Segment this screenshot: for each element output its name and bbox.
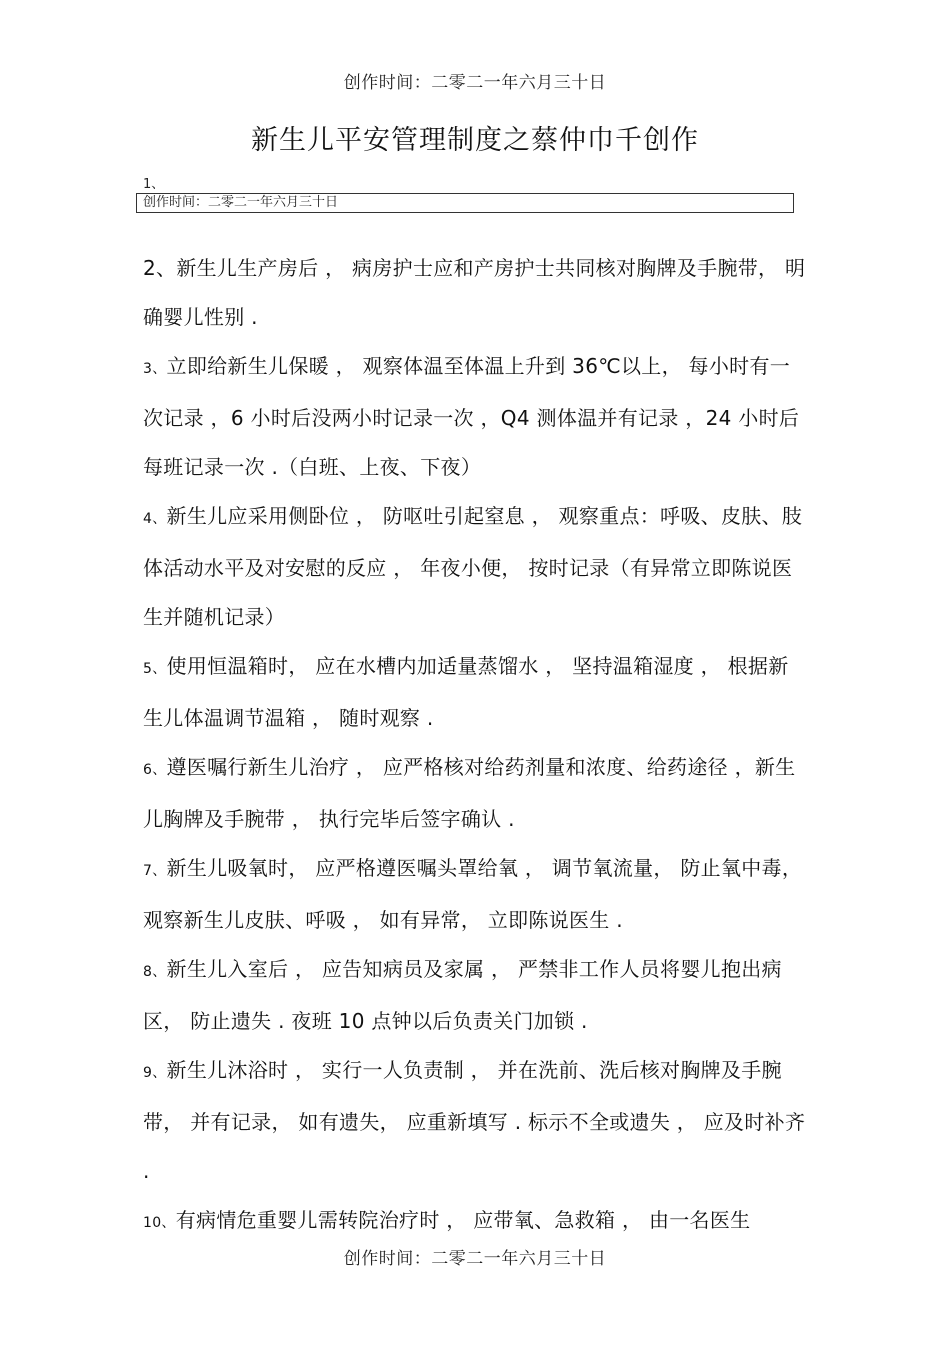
- item-text: 遵医嘱行新生儿治疗 ， 应严格核对给药剂量和浓度、给药途径 ，新生儿胸牌及手腕带 ， 执行完毕后签字确认 .: [143, 755, 796, 831]
- list-item: [143, 244, 808, 342]
- item-text: 立即给新生儿保暖 ， 观察体温至体温上升到 36℃以上， 每小时有一次记录 ，6 小时后没两小时记录一次 ，Q4 测体温并有记录 ，24 小时后每班记录一次 .（白班、上夜、下夜）: [143, 354, 800, 479]
- item-text: 新生儿吸氧时， 应严格遵医嘱头罩给氧 ， 调节氧流量， 防止氧中毒， 观察新生儿皮肤、呼吸 ， 如有异常， 立即陈说医生 .: [143, 856, 803, 932]
- item-number: 2、: [143, 256, 177, 280]
- item-text: 有病情危重婴儿需转院治疗时 ， 应带氧、急救箱 ， 由一名医生: [175, 1208, 751, 1232]
- list-item: [143, 642, 808, 743]
- list-item: [143, 743, 808, 844]
- item-text: 使用恒温箱时， 应在水槽内加适量蒸馏水 ， 坚持温箱湿度 ， 根据新生儿体温调节温箱 ， 随时观察 .: [143, 654, 789, 730]
- page-footer: 创作时间：二零二一年六月三十日: [343, 1249, 607, 1269]
- item-number: 7、: [143, 863, 167, 879]
- list-item: [143, 1046, 808, 1196]
- list-item: [143, 945, 808, 1046]
- list-item: [143, 492, 808, 642]
- boxed-creation-note: 创作时间：二零二一年六月三十日: [136, 193, 794, 213]
- item-number: 10、: [143, 1215, 176, 1231]
- item-number: 8、: [143, 964, 167, 980]
- item-text: 新生儿沐浴时 ， 实行一人负责制 ， 并在洗前、洗后核对胸牌及手腕带， 并有记录， 如有遗失， 应重新填写 . 标示不全或遗失 ， 应及时补齐 .: [143, 1058, 806, 1183]
- item-text: 新生儿生产房后 ， 病房护士应和产房护士共同核对胸牌及手腕带， 明确婴儿性别 .: [143, 256, 806, 329]
- item-text: 新生儿应采用侧卧位 ， 防呕吐引起窒息 ， 观察重点：呼吸、皮肤、肢体活动水平及对安慰的反应 ， 年夜小便， 按时记录（有异常立即陈说医生并随机记录）: [143, 504, 803, 629]
- item-1-number: 1、: [143, 177, 165, 192]
- list-item: [143, 342, 808, 492]
- item-number: 6、: [143, 762, 167, 778]
- item-number: 5、: [143, 661, 167, 677]
- document-title: 新生儿平安管理制度之蔡仲巾千创作: [251, 125, 699, 156]
- rules-list: [143, 244, 808, 1248]
- item-number: 3、: [143, 361, 167, 377]
- item-number: 9、: [143, 1065, 167, 1081]
- item-number: 4、: [143, 511, 167, 527]
- list-item: [143, 844, 808, 945]
- item-text: 新生儿入室后 ， 应告知病员及家属 ， 严禁非工作人员将婴儿抱出病区， 防止遗失 . 夜班 10 点钟以后负责关门加锁 .: [143, 957, 782, 1033]
- list-item: [143, 1196, 808, 1248]
- page-header: 创作时间：二零二一年六月三十日: [343, 73, 607, 93]
